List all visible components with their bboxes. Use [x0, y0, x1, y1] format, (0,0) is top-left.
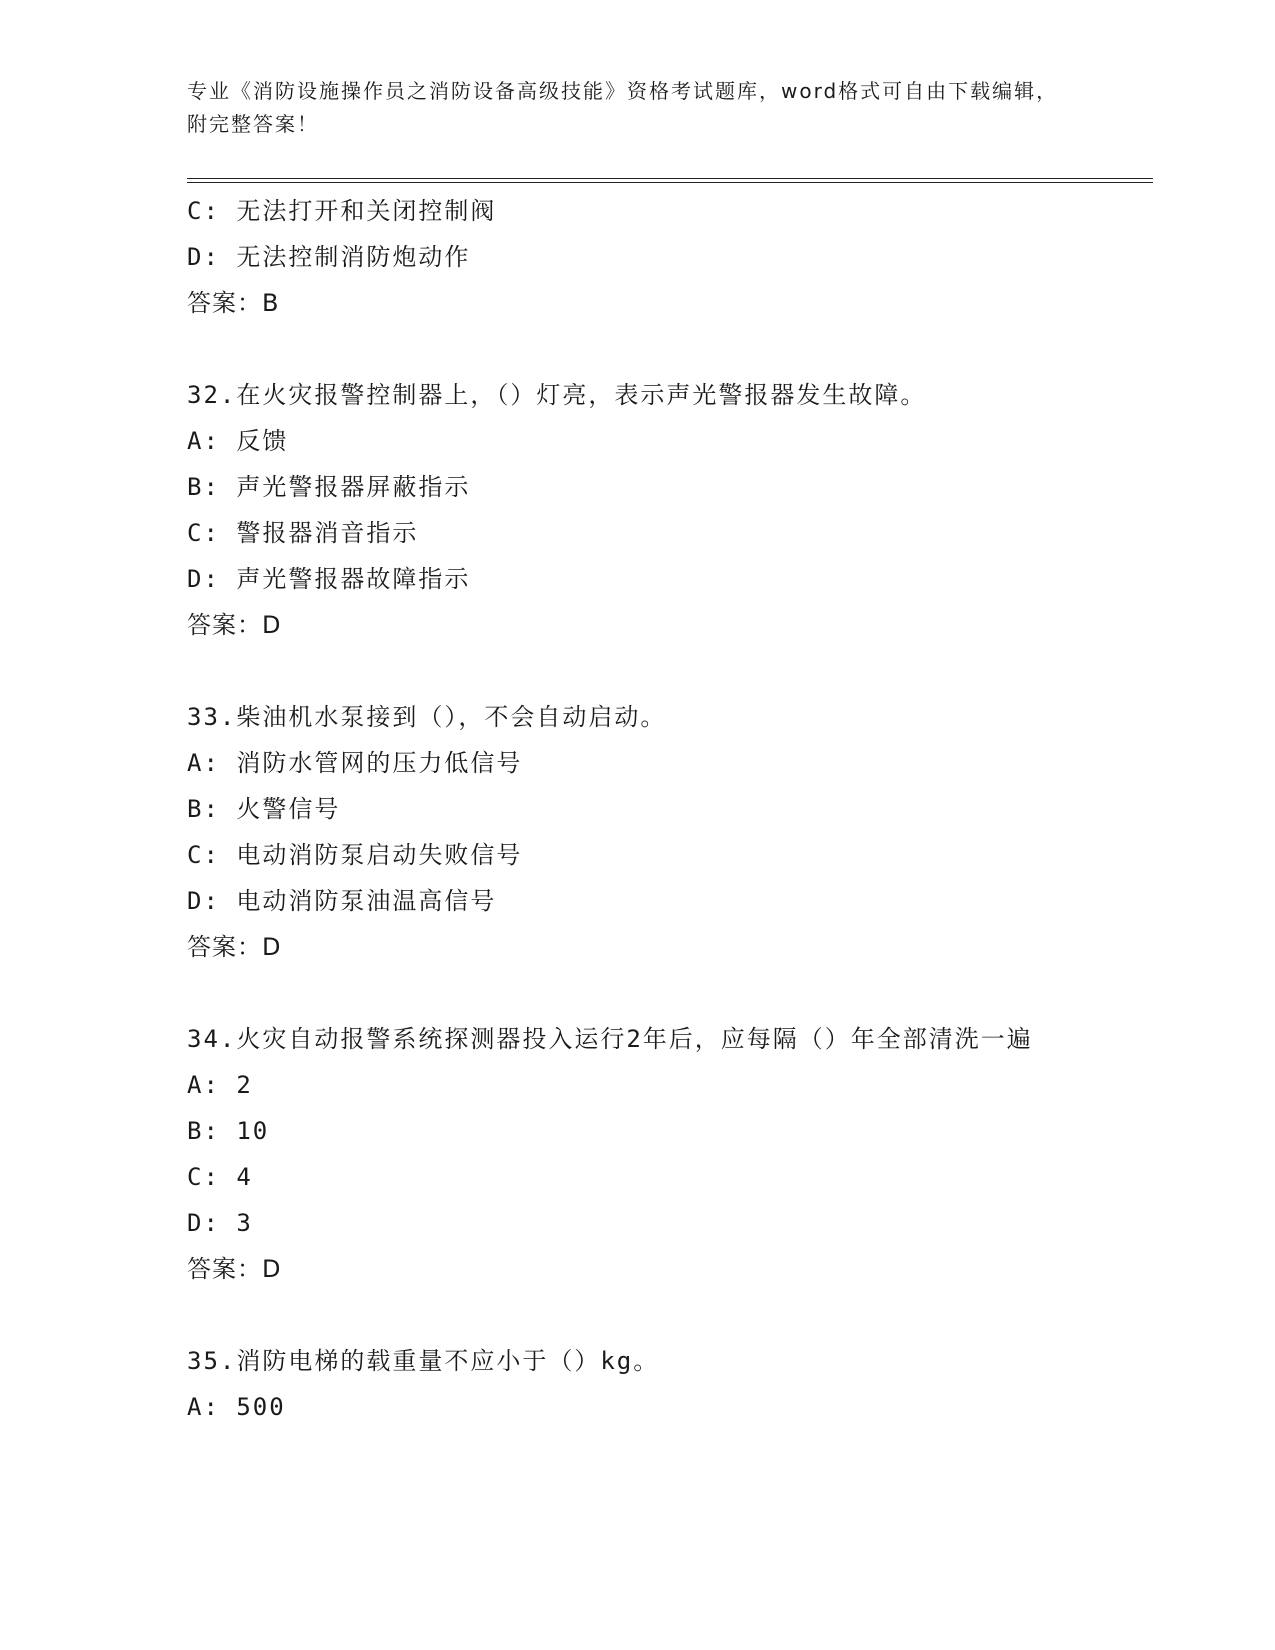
option-b: [187, 464, 1087, 510]
option-text: 无法控制消防炮动作: [236, 243, 471, 271]
option-a: [187, 1384, 1087, 1430]
answer-line: 答案：D: [187, 611, 282, 639]
header-rule-top: [187, 178, 1153, 179]
option-text: 反馈: [236, 427, 289, 455]
answer-line: 答案：D: [187, 933, 282, 961]
question-list: [187, 188, 1087, 1430]
option-label: A:: [187, 427, 220, 455]
option-c: [187, 188, 1087, 234]
option-text: 声光警报器屏蔽指示: [236, 473, 471, 501]
option-label: C:: [187, 519, 220, 547]
option-a: [187, 418, 1087, 464]
spacer: [187, 326, 1087, 372]
option-label: C:: [187, 841, 220, 869]
option-label: B:: [187, 473, 220, 501]
option-text: 警报器消音指示: [236, 519, 419, 547]
option-text: 电动消防泵启动失败信号: [236, 841, 523, 869]
spacer: [187, 1292, 1087, 1338]
option-d: [187, 234, 1087, 280]
option-c: [187, 832, 1087, 878]
option-b: [187, 786, 1087, 832]
option-label: D:: [187, 243, 220, 271]
option-text: 500: [236, 1393, 286, 1421]
option-label: D:: [187, 1209, 220, 1237]
question-stem: 35.消防电梯的载重量不应小于（）kg。: [187, 1347, 660, 1375]
option-text: 2: [236, 1071, 253, 1099]
option-text: 3: [236, 1209, 253, 1237]
option-a: [187, 740, 1087, 786]
option-a: [187, 1062, 1087, 1108]
option-label: D:: [187, 887, 220, 915]
option-c: [187, 1154, 1087, 1200]
option-text: 火警信号: [236, 795, 341, 823]
document-header: 专业《消防设施操作员之消防设备高级技能》资格考试题库，word格式可自由下载编辑，附完整答案！: [187, 79, 1059, 136]
option-b: [187, 1108, 1087, 1154]
option-label: A:: [187, 1071, 220, 1099]
option-d: [187, 556, 1087, 602]
option-text: 4: [236, 1163, 253, 1191]
option-label: C:: [187, 197, 220, 225]
option-label: A:: [187, 749, 220, 777]
option-text: 电动消防泵油温高信号: [236, 887, 497, 915]
option-c: [187, 510, 1087, 556]
option-text: 无法打开和关闭控制阀: [236, 197, 497, 225]
question-stem: 34.火灾自动报警系统探测器投入运行2年后，应每隔（）年全部清洗一遍: [187, 1025, 1033, 1053]
option-text: 消防水管网的压力低信号: [236, 749, 523, 777]
header-rule-bottom: [187, 182, 1153, 183]
spacer: [187, 648, 1087, 694]
option-text: 10: [236, 1117, 270, 1145]
option-label: C:: [187, 1163, 220, 1191]
option-text: 声光警报器故障指示: [236, 565, 471, 593]
option-d: [187, 1200, 1087, 1246]
answer-line: 答案：D: [187, 1255, 282, 1283]
option-label: A:: [187, 1393, 220, 1421]
question-stem: 33.柴油机水泵接到（），不会自动启动。: [187, 703, 667, 731]
option-label: B:: [187, 795, 220, 823]
spacer: [187, 970, 1087, 1016]
answer-line: 答案：B: [187, 289, 280, 317]
option-label: B:: [187, 1117, 220, 1145]
question-stem: 32.在火灾报警控制器上，（）灯亮，表示声光警报器发生故障。: [187, 381, 927, 409]
option-d: [187, 878, 1087, 924]
option-label: D:: [187, 565, 220, 593]
